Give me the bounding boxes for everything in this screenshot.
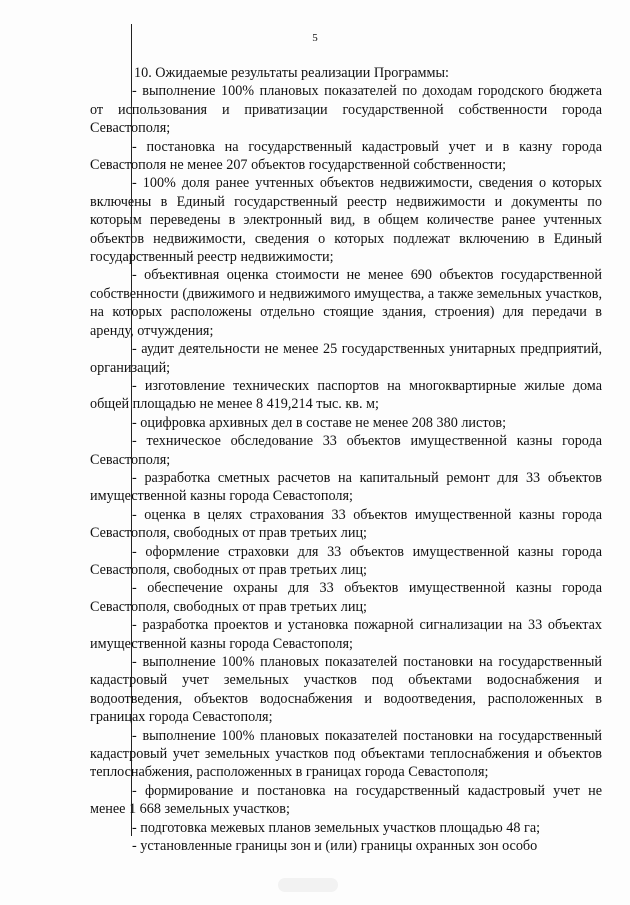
list-item: - 100% доля ранее учтенных объектов недвижимости, сведения о которых включены в Единый государственный реестр недвижимости и документы по которым переведены в электронный вид, в общем количестве ранее учтенных объектов недвижимости, сведения о которых подлежат включению в Единый государственный реестр недвижимости;: [90, 175, 602, 266]
scan-artifact: [278, 878, 338, 892]
list-item: - техническое обследование 33 объектов имущественной казны города Севастополя;: [90, 433, 602, 468]
list-item: - постановка на государственный кадастровый учет и в казну города Севастополя не менее 207 объектов государственной собственности;: [90, 138, 602, 174]
list-item: - аудит деятельности не менее 25 государственных унитарных предприятий, организаций;: [90, 341, 602, 376]
list-item: - выполнение 100% плановых показателей постановки на государственный кадастровый учет земельных участков под объектами теплоснабжения и объектов теплоснабжения, расположенных в границах города Севастополя;: [90, 727, 602, 781]
list-item: - разработка проектов и установка пожарной сигнализации на 33 объектах имущественной казны города Севастополя;: [90, 617, 602, 652]
list-item: - оцифровка архивных дел в составе не менее 208 380 листов;: [132, 414, 507, 431]
document-body: [90, 64, 602, 855]
list-item: - формирование и постановка на государственный кадастровый учет не менее 1 668 земельных участков;: [90, 782, 602, 818]
list-item: - обеспечение охраны для 33 объектов имущественной казны города Севастополя, свободных от прав третьих лиц;: [90, 580, 602, 615]
list-item: - оценка в целях страхования 33 объектов имущественной казны города Севастополя, свободных от прав третьих лиц;: [90, 506, 602, 542]
list-item: - объективная оценка стоимости не менее 690 объектов государственной собственности (движимого и недвижимого имущества, а также земельных участков, на которых расположены отдельно стоящие здания, строения) для передачи в аренду, отчуждения;: [90, 267, 602, 339]
list-item: - выполнение 100% плановых показателей постановки на государственный кадастровый учет земельных участков под объектами водоснабжения и водоотведения, объектов водоснабжения и водоотведения, расположенных в границах города Севастополя;: [90, 654, 602, 726]
list-item: - оформление страховки для 33 объектов имущественной казны города Севастополя, свободных от прав третьих лиц;: [90, 543, 602, 578]
list-item: - изготовление технических паспортов на многоквартирные жилые дома общей площадью не менее 8 419,214 тыс. кв. м;: [90, 377, 602, 413]
list-item: - выполнение 100% плановых показателей по доходам городского бюджета от использования и приватизации государственной собственности города Севастополя;: [90, 83, 602, 137]
list-item: - установленные границы зон и (или) границы охранных зон особо: [132, 838, 538, 855]
list-item: - разработка сметных расчетов на капитальный ремонт для 33 объектов имущественной казны города Севастополя;: [90, 469, 602, 505]
section-heading: 10. Ожидаемые результаты реализации Программы:: [134, 65, 449, 81]
page-number: 5: [312, 32, 318, 44]
list-item: - подготовка межевых планов земельных участков площадью 48 га;: [132, 819, 541, 836]
